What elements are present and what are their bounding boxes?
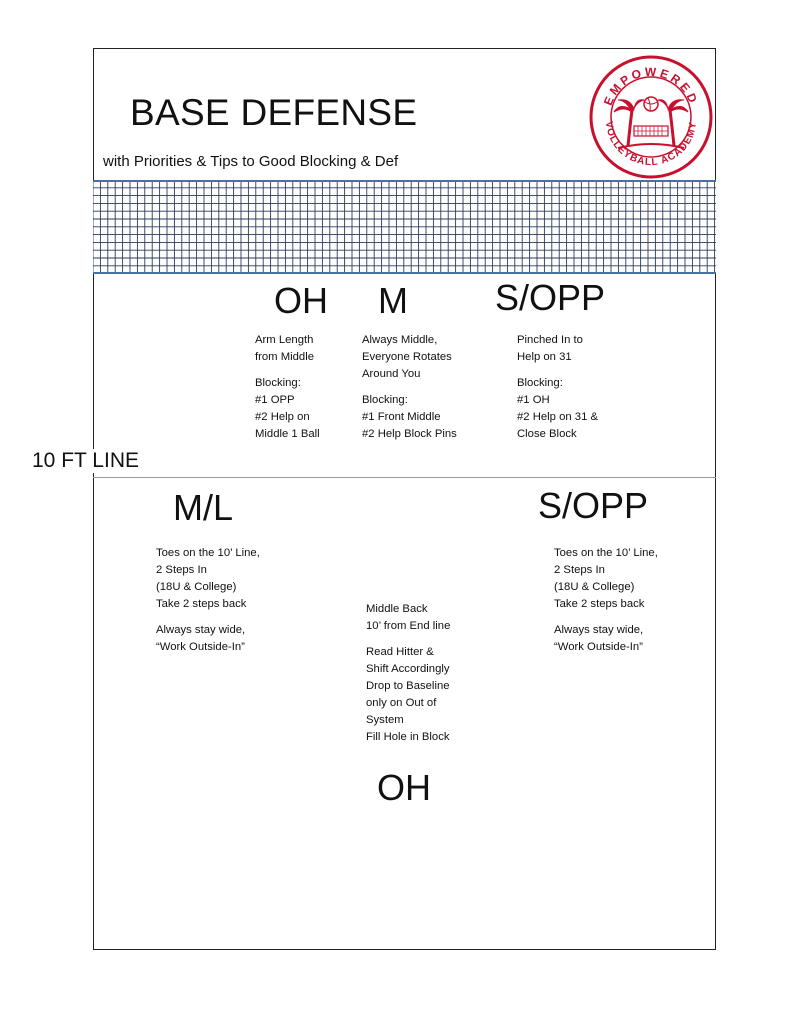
ml-back-note-position: Toes on the 10’ Line, 2 Steps In (18U & College) Take 2 steps back xyxy=(156,547,260,610)
sopp-back-notes xyxy=(554,545,684,665)
ten-ft-line xyxy=(93,477,716,478)
volleyball-net xyxy=(93,180,716,274)
middle-back-notes xyxy=(366,601,486,755)
middle-back-note-read: Read Hitter & Shift Accordingly Drop to Baseline only on Out of System Fill Hole in Block xyxy=(366,646,450,743)
position-oh-front: OH xyxy=(274,280,328,321)
logo-bottom-text: VOLLEYBALL ACADEMY xyxy=(602,120,700,169)
oh-front-notes xyxy=(255,332,350,452)
oh-front-note-blocking: Blocking: #1 OPP #2 Help on Middle 1 Ball xyxy=(255,377,320,440)
sopp-front-note-position: Pinched In to Help on 31 xyxy=(517,334,583,363)
middle-back-note-position: Middle Back 10’ from End line xyxy=(366,603,451,632)
position-sopp-back: S/OPP xyxy=(538,485,649,526)
ml-back-note-tip: Always stay wide, “Work Outside-In” xyxy=(156,624,246,653)
page-subtitle: with Priorities & Tips to Good Blocking & Def xyxy=(103,153,399,170)
empowered-logo xyxy=(588,54,714,180)
sopp-back-note-tip: Always stay wide, “Work Outside-In” xyxy=(554,624,644,653)
svg-text:EMPOWERED xyxy=(601,65,701,108)
m-front-note-position: Always Middle, Everyone Rotates Around You xyxy=(362,334,452,380)
m-front-notes xyxy=(362,332,482,452)
logo-top-text: EMPOWERED xyxy=(600,64,702,108)
oh-front-note-position: Arm Length from Middle xyxy=(255,334,315,363)
m-front-note-blocking: Blocking: #1 Front Middle #2 Help Block Pins xyxy=(362,394,457,440)
position-sopp-front: S/OPP xyxy=(495,277,606,318)
page-title: BASE DEFENSE xyxy=(130,92,418,133)
position-oh-back: OH xyxy=(377,767,431,808)
sopp-front-note-blocking: Blocking: #1 OH #2 Help on 31 & Close Block xyxy=(517,377,599,440)
sopp-back-note-position: Toes on the 10’ Line, 2 Steps In (18U & College) Take 2 steps back xyxy=(554,547,658,610)
ten-ft-line-label: 10 FT LINE xyxy=(32,449,139,472)
ml-back-notes xyxy=(156,545,286,665)
position-ml-back: M/L xyxy=(173,487,234,528)
position-m-front: M xyxy=(378,280,408,321)
sopp-front-notes xyxy=(517,332,637,452)
